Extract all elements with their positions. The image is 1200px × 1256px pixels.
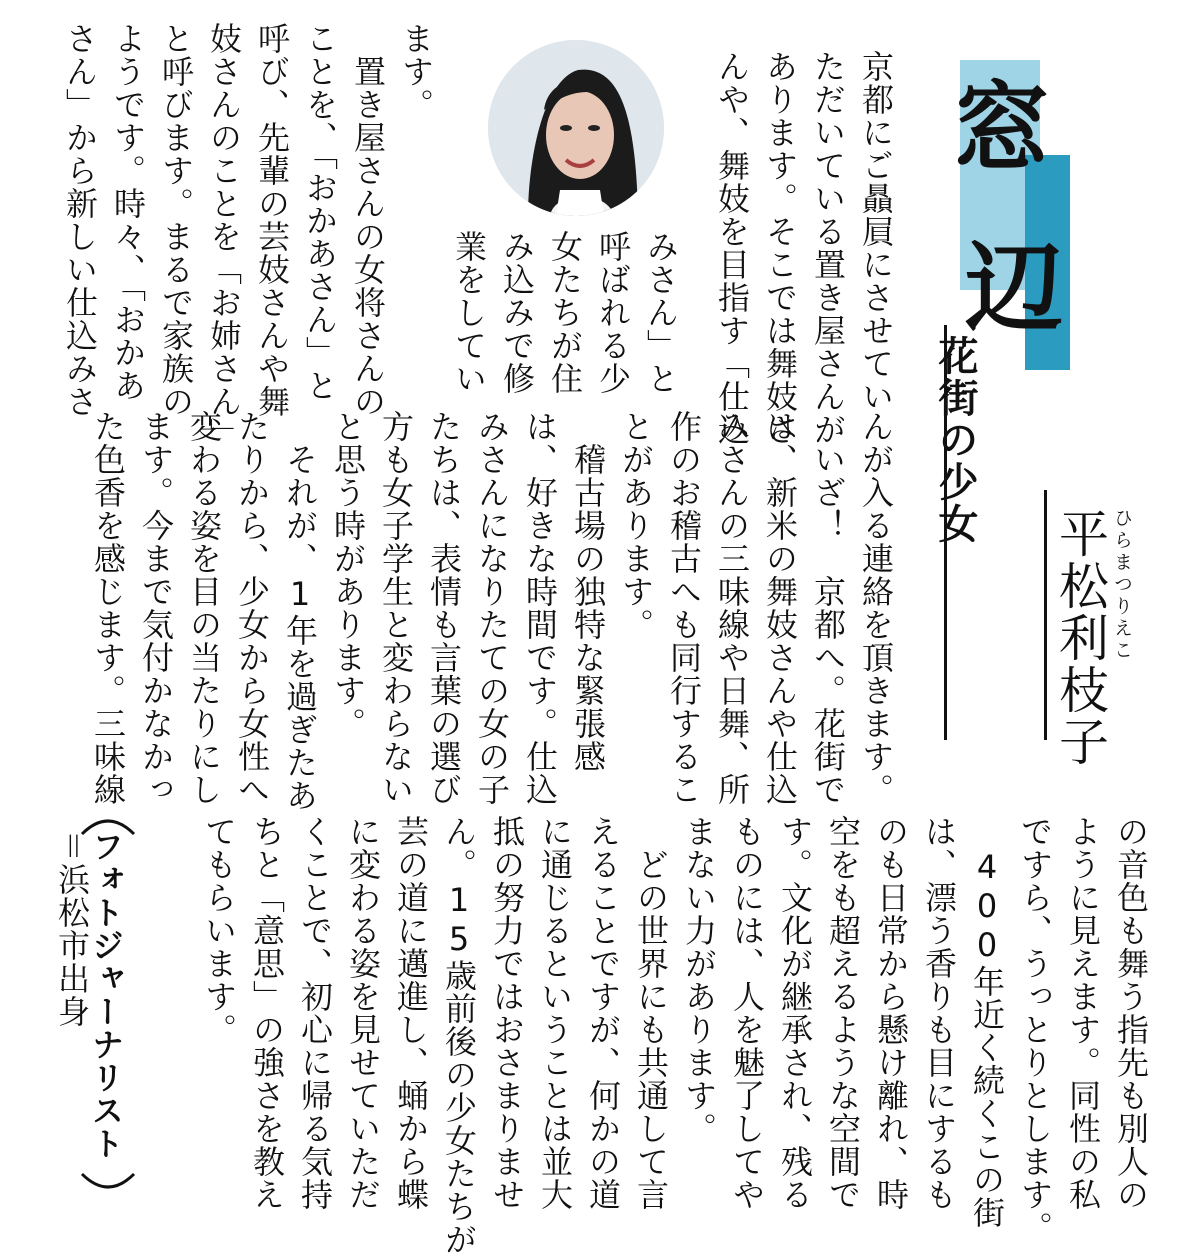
text-line: たりから、少女から女性へ [233, 410, 271, 806]
text-line: 呼ばれる少 [594, 230, 632, 395]
text-line: に変わる姿を見せていただ [344, 815, 382, 1211]
text-block-top-left [50, 22, 440, 451]
text-line: は、漂う香りも目にするも [920, 815, 958, 1211]
text-line: くことで、初心に帰る気持 [296, 815, 334, 1211]
author-rule [1044, 490, 1047, 740]
text-line: ようです。時々、「おかあ [109, 22, 147, 402]
text-line: ん。15歳前後の少女たちが [440, 815, 478, 1256]
text-line: み込みで修 [498, 230, 536, 395]
text-line: ことを、「おかあさん」と [301, 22, 339, 402]
text-line: てもらいます。 [200, 815, 238, 1046]
text-line: 変わる姿を目の当たりにし [185, 410, 223, 806]
text-block-top-narrow [445, 230, 685, 395]
text-line: た色香を感じます。三味線 [89, 410, 127, 806]
text-line: ですら、うっとりとします。 [1016, 815, 1054, 1244]
credit-paren-bottom [78, 1172, 138, 1196]
text-line: 京都にご贔屓にさせてい [857, 50, 895, 413]
text-line: 作のお稽古へも同行するこ [665, 410, 703, 806]
text-line: は、好きな時間です。仕込 [521, 410, 559, 806]
text-line: みさん」と [642, 230, 680, 395]
text-line: まない力があります。 [680, 815, 718, 1145]
text-line: 業をしてい [450, 230, 488, 395]
text-line: とがあります。 [617, 410, 655, 641]
author-photo [488, 40, 664, 216]
text-line: 芸の道に邁進し、蛹から蝶 [392, 815, 430, 1211]
text-line: たちは、表情も言葉の選び [425, 410, 463, 806]
text-block-middle [50, 410, 900, 812]
credit-title: フォトジャーナリスト [87, 830, 125, 1160]
text-line: みさんの三味線や日舞、所 [713, 410, 751, 806]
text-line: ように見えます。同性の私 [1064, 815, 1102, 1211]
text-line: それが、1年を過ぎたあ [281, 410, 319, 812]
text-line: に通じるということは並大 [536, 815, 574, 1211]
text-line: いざ！ 京都へ。花街で [809, 410, 847, 806]
text-line: 抵の努力ではおさまりませ [488, 815, 526, 1211]
text-line: 妓さんのことを「お姉さん」 [205, 22, 243, 451]
column-title-block [952, 60, 1105, 346]
credit-origin: ＝浜松市出身 [53, 830, 91, 1028]
text-line: 空をも超えるような空間で [824, 815, 862, 1211]
text-line: と思う時があります。 [329, 410, 367, 740]
text-block-bottom [175, 815, 1155, 1256]
column-title-char-2: 辺 [965, 231, 1064, 346]
text-line: ます。今まで気付かなかっ [137, 410, 175, 806]
text-line: と呼びます。まるで家族の [157, 22, 195, 418]
text-line: の音色も舞う指先も別人の [1112, 815, 1150, 1211]
text-line: 女たちが住 [546, 230, 584, 395]
text-line: 方も女子学生と変わらない [377, 410, 415, 806]
author-name: 平松利枝子 [1051, 508, 1109, 768]
text-line: 置き屋さんの女将さんの [349, 22, 387, 418]
text-line: す。文化が継承され、残る [776, 815, 814, 1211]
text-line: ちと「意思」の強さを教え [248, 815, 286, 1211]
text-line: 稽古場の独特な緊張感 [569, 410, 607, 773]
author-reading: ひらまつりえこ [1111, 508, 1133, 662]
text-line: みさんになりたての女の子 [473, 410, 511, 806]
text-line: は、新米の舞妓さんや仕込 [761, 410, 799, 806]
text-line: あります。そこでは舞妓さ [761, 50, 799, 446]
text-line: ものには、人を魅了してや [728, 815, 766, 1211]
text-line: のも日常から懸け離れ、時 [872, 815, 910, 1211]
headline: 花街の少女 [932, 335, 978, 545]
text-line: えることですが、何かの道 [584, 815, 622, 1211]
text-line: んが入る連絡を頂きます。 [857, 410, 895, 806]
column-title-char-1: 窓 [952, 71, 1051, 186]
text-line: ただいている置き屋さんが [809, 50, 847, 446]
text-line: さん」から新しい仕込みさ [61, 22, 99, 418]
text-line: 呼び、先輩の芸妓さんや舞 [253, 22, 291, 418]
text-line: どの世界にも共通して言 [632, 815, 670, 1211]
portrait-image [488, 40, 664, 216]
text-line: ます。 [397, 22, 435, 121]
text-line: 400年近く続くこの街 [968, 815, 1006, 1229]
text-line: んや、舞妓を目指す「仕込 [713, 50, 751, 446]
